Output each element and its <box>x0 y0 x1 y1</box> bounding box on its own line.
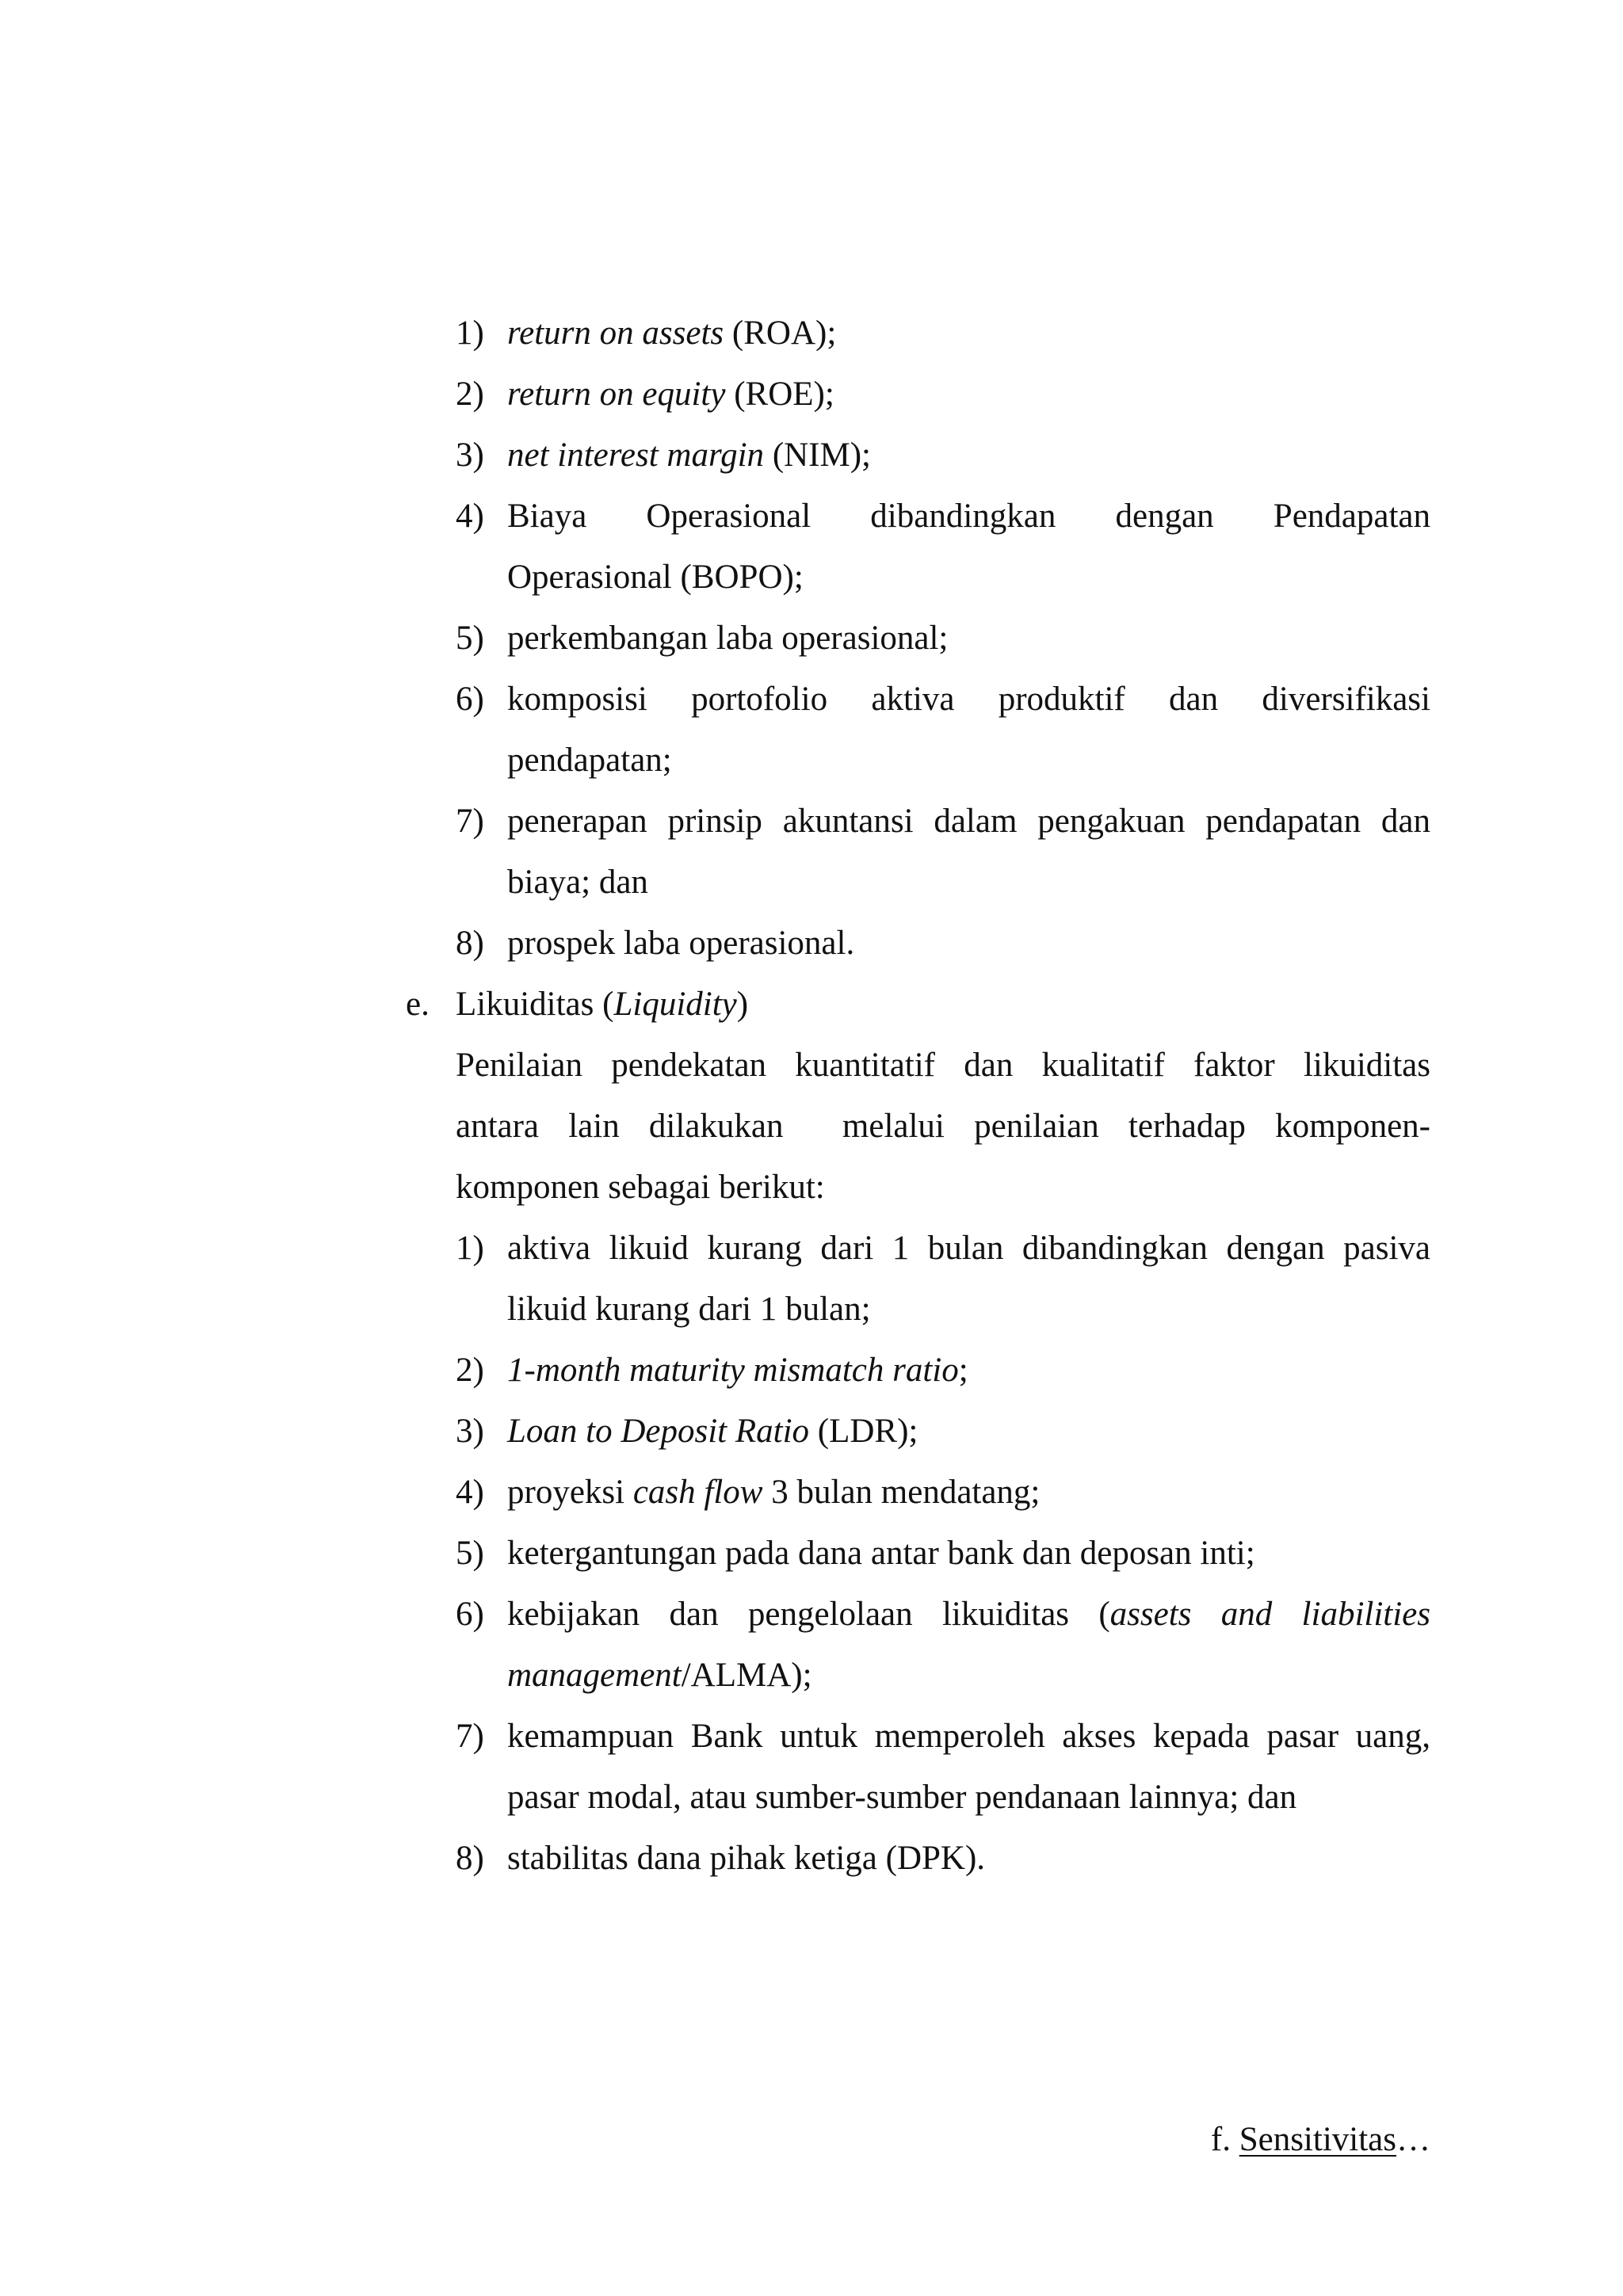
paragraph-line: antara lain dilakukan melalui penilaian terhadap komponen- <box>456 1108 1430 1145</box>
list-number: 2) <box>456 1352 484 1389</box>
item-text: perkembangan laba operasional; <box>507 620 949 657</box>
item-text-line1: komposisi portofolio aktiva produktif dan diversifikasi <box>507 681 1430 718</box>
list-number: 1) <box>456 1230 484 1267</box>
list-item <box>456 791 1430 913</box>
item-text: ; <box>958 1352 968 1389</box>
list-number: 8) <box>456 1840 484 1877</box>
list-number: 3) <box>456 1413 484 1450</box>
list-number: 5) <box>456 1535 484 1572</box>
list-item <box>456 486 1430 608</box>
list-number: 5) <box>456 620 484 657</box>
italic-term: assets and liabilities <box>1109 1596 1430 1633</box>
list-item <box>456 1706 1430 1828</box>
item-text: (NIM); <box>764 437 872 474</box>
item-text: prospek laba operasional. <box>507 925 855 962</box>
item-text-line1: kemampuan Bank untuk memperoleh akses kepada pasar uang, <box>507 1718 1430 1755</box>
item-text-line1: penerapan prinsip akuntansi dalam pengakuan pendapatan dan <box>507 803 1430 840</box>
item-text-line2: likuid kurang dari 1 bulan; <box>507 1291 871 1328</box>
item-text: proyeksi <box>507 1474 633 1511</box>
item-text-line1: Biaya Operasional dibandingkan dengan Pendapatan <box>507 498 1430 535</box>
list-item <box>456 669 1430 791</box>
list-item <box>456 1523 1430 1584</box>
footer-prefix: f. <box>1210 2121 1239 2158</box>
list-item <box>456 1584 1430 1706</box>
list-item <box>456 1340 1430 1401</box>
list-number: 4) <box>456 1474 484 1511</box>
footer-ellipsis: … <box>1396 2121 1430 2158</box>
list-number: 7) <box>456 1718 484 1755</box>
list-item <box>456 364 1430 425</box>
list-item <box>456 1828 1430 1889</box>
list-item <box>456 1401 1430 1462</box>
list-number: 2) <box>456 376 484 413</box>
item-text-line1: aktiva likuid kurang dari 1 bulan dibandingkan dengan pasiva <box>507 1230 1430 1267</box>
item-text: (ROE); <box>725 376 834 413</box>
paragraph-line: komponen sebagai berikut: <box>456 1169 825 1206</box>
italic-term: Loan to Deposit Ratio <box>507 1413 810 1450</box>
paragraph-line: Penilaian pendekatan kuantitatif dan kualitatif faktor likuiditas <box>456 1047 1430 1084</box>
item-text: 3 bulan mendatang; <box>762 1474 1041 1511</box>
italic-term: return on equity <box>507 376 726 413</box>
continuation-footer <box>1211 2109 1430 2170</box>
section-paragraph <box>456 1035 1430 1218</box>
item-text-line2: pasar modal, atau sumber-sumber pendanaan lainnya; dan <box>507 1779 1297 1816</box>
list-item <box>456 303 1430 364</box>
list-item <box>456 608 1430 669</box>
list-d <box>0 303 1623 1889</box>
list-item <box>456 913 1430 974</box>
list-number: 1) <box>456 315 484 352</box>
list-number: 8) <box>456 925 484 962</box>
footer-next-section: Sensitivitas <box>1239 2121 1396 2158</box>
italic-term: management <box>507 1657 682 1694</box>
list-item <box>456 425 1430 486</box>
section-title: Likuiditas (Liquidity) <box>456 986 749 1023</box>
list-number: 4) <box>456 498 484 535</box>
section-letter: e. <box>406 986 430 1023</box>
item-text-line2: pendapatan; <box>507 742 672 779</box>
italic-term: net interest margin <box>507 437 765 474</box>
list-number: 6) <box>456 681 484 718</box>
item-text-line2: biaya; dan <box>507 864 648 901</box>
item-text-line2: Operasional (BOPO); <box>507 559 804 596</box>
list-number: 6) <box>456 1596 484 1633</box>
item-text: ketergantungan pada dana antar bank dan deposan inti; <box>507 1535 1255 1572</box>
italic-term: 1-month maturity mismatch ratio <box>507 1352 959 1389</box>
italic-term: cash flow <box>632 1474 763 1511</box>
italic-term: return on assets <box>507 315 724 352</box>
item-text-line1: kebijakan dan pengelolaan likuiditas (assets and liabilities <box>507 1596 1430 1633</box>
section-e <box>406 974 1430 1035</box>
list-number: 7) <box>456 803 484 840</box>
italic-term: Liquidity <box>613 986 737 1023</box>
item-text: stabilitas dana pihak ketiga (DPK). <box>507 1840 986 1877</box>
item-text: (ROA); <box>724 315 837 352</box>
list-item <box>456 1462 1430 1523</box>
item-text: (LDR); <box>809 1413 918 1450</box>
item-text-line2: management/ALMA); <box>507 1657 812 1694</box>
list-number: 3) <box>456 437 484 474</box>
list-item <box>456 1218 1430 1340</box>
